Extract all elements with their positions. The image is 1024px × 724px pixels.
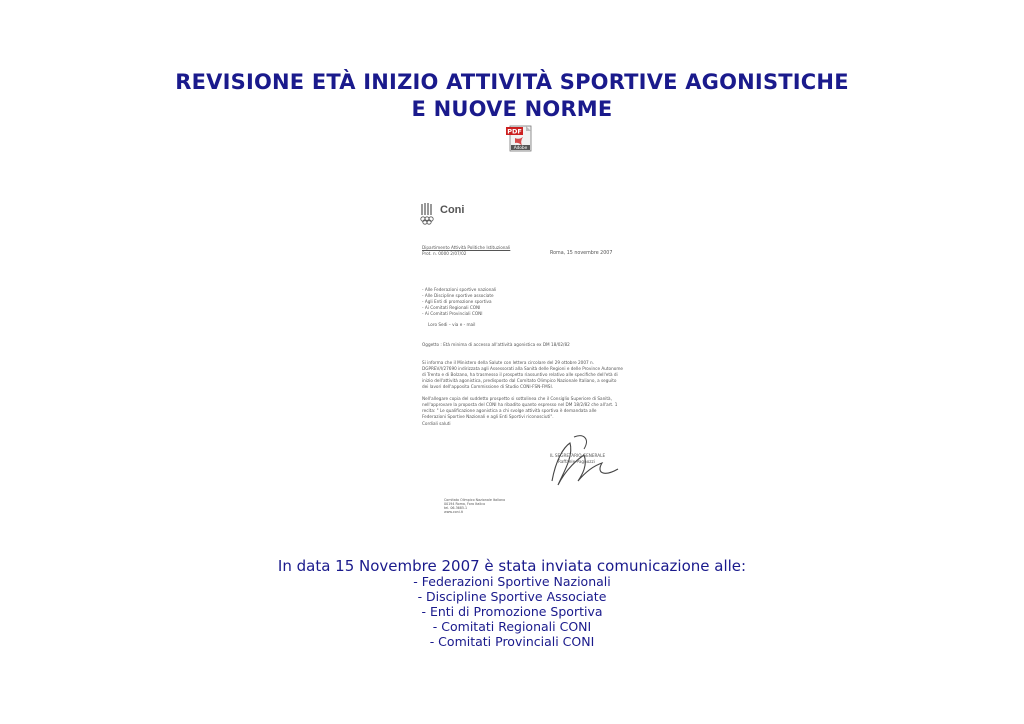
pdf-icon[interactable] [505,124,533,152]
pdf-brand-text: Adobe [513,146,528,152]
letter-footer-line: www.coni.it [444,510,463,514]
letter-body-line: di Trento e di Bolzano, ha trasmesso il prospetto riassuntivo relativo alle specifiche dell'età di [422,372,618,377]
letter-protocol: Prot. n. 0000 2/07/02 [422,251,467,256]
letter-recipient: - Ai Comitati Regionali CONI [422,305,481,310]
letter-body-line: inizio dell'attività agonistica, predisposto dal Comitato Olimpico Nazionale Italiano, a seguito [422,378,617,383]
page-title-line-2: E NUOVE NORME [411,97,613,121]
signature-name: Raffaele Pagnozzi [558,459,595,464]
letter-scan [408,196,632,526]
letter-footer-line: Comitato Olimpico Nazionale Italiano [444,498,506,502]
communication-intro: In data 15 Novembre 2007 è stata inviata comunicazione alle: [277,557,747,575]
letter-org-name: Coni [440,204,465,216]
coni-logo-icon [418,202,436,226]
letter-dept: Dipartimento Attività Politiche Istituzionali [422,245,511,250]
signature-title: IL SEGRETARIO GENERALE [550,453,606,458]
page-title-line-1: REVISIONE ETÀ INIZIO ATTIVITÀ SPORTIVE AGONISTICHE [175,70,849,94]
communication-recipient: - Discipline Sportive Associate [417,589,607,604]
letter-footer-line: 00194 Roma, Foro Italico [444,502,486,506]
letter-body-line: DGPREV/I/27690 indirizzata agli Assessorati alla Sanità delle Regioni e delle Province Autonome [422,366,623,371]
letter-body-line: Si informa che il Ministero della Salute con lettera circolare del 29 ottobre 2007 n. [422,360,594,365]
letter-body-line: Federazioni Sportive Nazionali e agli Enti Sportivi riconosciuti". [422,414,554,419]
letter-subject: Oggetto : Età minima di accesso all'attività agonistica ex DM 18/02/82 [422,342,570,347]
letter-footer-line: tel. 06.3685.1 [444,506,468,510]
letter-recipient: - Agli Enti di promozione sportiva [422,299,492,304]
pdf-badge-text: PDF [507,127,522,136]
letter-body-line: recita: " Le qualificazione agonistica a chi svolge attività sportiva è demandata alle [422,408,597,413]
letter-recipient: - Alle Discipline sportive associate [422,293,494,298]
letter-body-line: nell'approvare la proposta del CONI ha ribadito quanto espresso nel DM 18/2/82 che all'art. 1 [422,402,618,407]
letter-recipient: - Ai Comitati Provinciali CONI [422,311,483,316]
letter-recipient: - Alle Federazioni sportive nazionali [422,287,497,292]
letter-date: Roma, 15 novembre 2007 [550,251,613,256]
communication-recipient: - Comitati Regionali CONI [432,619,592,634]
letter-body-line: dei lavori dell'apposita Commissione di Studio CONI-FSN-FMSI. [422,384,554,389]
letter-body-line: Nell'allegare copia del suddetto prospetto si sottolinea che il Consiglio Superiore di Sanità, [422,396,612,401]
letter-closing: Cordiali saluti [422,421,451,426]
letter-cc: Loro Sedi – via e - mail [428,322,476,327]
communication-recipient: - Comitati Provinciali CONI [429,634,595,649]
communication-recipient: - Enti di Promozione Sportiva [421,604,603,619]
communication-recipient: - Federazioni Sportive Nazionali [413,574,611,589]
